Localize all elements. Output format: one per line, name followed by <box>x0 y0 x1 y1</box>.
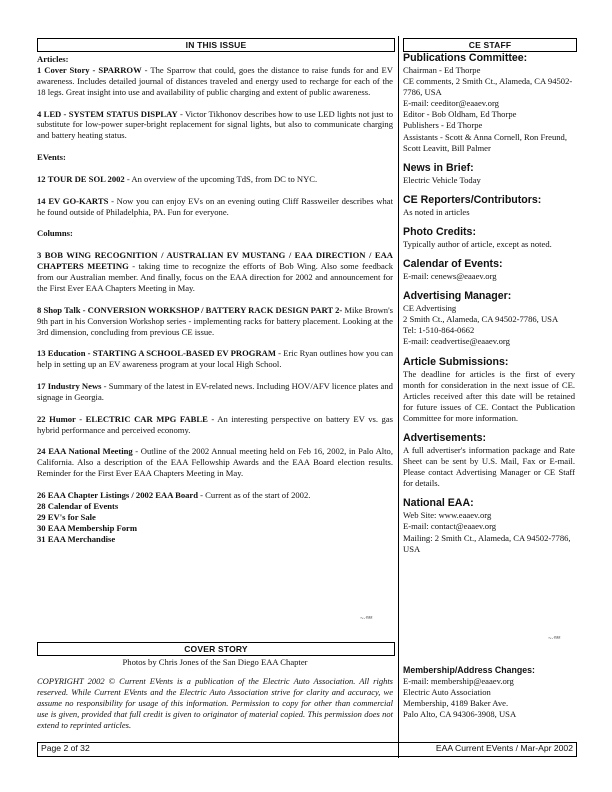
contents-item <box>37 174 393 185</box>
staff-line: Publishers - Ed Thorpe <box>403 120 483 131</box>
staff-section <box>403 497 575 554</box>
item-page-number: 8 <box>37 304 42 315</box>
contents-item <box>37 109 393 142</box>
events-label: EVents: <box>37 152 66 163</box>
item-description: - Summary of the latest in EV-related news. Including HOV/AFV licence plates and signage in Georgia. <box>37 381 393 402</box>
item-page-number: 24 <box>37 446 46 457</box>
contents-item <box>37 446 393 479</box>
item-title: BOB WING RECOGNITION / AUSTRALIAN EV MUSTANG / EAA DIRECTION / EAA CHAPTERS MEETING <box>37 250 393 272</box>
staff-section <box>403 432 575 489</box>
membership-email[interactable]: E-mail: membership@eaaev.org <box>403 676 514 686</box>
item-title: LED - SYSTEM STATUS DISPLAY <box>43 108 178 119</box>
item-page-number: 31 <box>37 533 46 544</box>
eaa-mini-logo-icon: ~·ᵉᵃᵃ <box>360 616 373 622</box>
item-title: Industry News <box>47 381 102 392</box>
item-title: Education - STARTING A SCHOOL-BASED EV PROGRAM <box>47 348 276 359</box>
contents-item <box>37 512 393 523</box>
membership-line: Membership, 4189 Baker Ave. <box>403 698 509 709</box>
contact-link[interactable]: Web Site: www.eaaev.org <box>403 510 492 521</box>
contact-link[interactable]: E-mail: contact@eaaev.org <box>403 521 497 532</box>
contents-item <box>37 250 393 294</box>
item-page-number: 17 <box>37 381 46 392</box>
staff-section <box>403 258 575 282</box>
staff-section <box>403 52 575 154</box>
item-description: Mike Brown's 9th part in his Conversion Workshop series - implementing racks for battery placement. Looking at the 3rd dimension, concluding from previous CE issue. <box>37 304 393 337</box>
staff-line: As noted in articles <box>403 206 470 217</box>
staff-line: Typically author of article, except as noted. <box>403 238 552 249</box>
item-title: Calendar of Events <box>47 500 119 511</box>
staff-section-title: Photo Credits: <box>403 225 476 238</box>
item-title: EAA Merchandise <box>47 533 116 544</box>
staff-section <box>403 162 575 186</box>
item-title: Cover Story - SPARROW <box>44 64 142 75</box>
item-page-number: 1 <box>37 64 42 75</box>
staff-line: Chairman - Ed Thorpe <box>403 65 481 75</box>
item-page-number: 4 <box>37 108 42 119</box>
contents-item <box>37 534 393 545</box>
staff-section-title: Advertisements: <box>403 431 487 444</box>
item-page-number: 22 <box>37 413 46 424</box>
item-description: - Eric Ryan outlines how you can help in setting up an EV awareness program at your local High School. <box>37 348 393 370</box>
contents-item <box>37 65 393 98</box>
contents-item <box>37 490 393 501</box>
membership-box <box>403 664 575 720</box>
staff-section-title: Calendar of Events: <box>403 258 503 271</box>
staff-line: Tel: 1-510-864-0662 <box>403 325 475 336</box>
staff-section-title: Article Submissions: <box>403 355 509 368</box>
in-this-issue-header: IN THIS ISSUE <box>37 38 395 52</box>
item-title: Humor - ELECTRIC CAR MPG FABLE <box>49 413 208 424</box>
item-title: EAA National Meeting <box>48 446 133 457</box>
staff-line: Assistants - Scott & Anna Cornell, Ron Freund, Scott Leavitt, Bill Palmer <box>403 131 567 153</box>
membership-line: Electric Auto Association <box>403 687 491 698</box>
staff-section-title: National EAA: <box>403 497 474 510</box>
item-description: - Current as of the start of 2002. <box>198 490 311 501</box>
contents-item <box>37 196 393 218</box>
columns-label: Columns: <box>37 228 73 239</box>
membership-title: Membership/Address Changes: <box>403 665 535 675</box>
contact-link[interactable]: E-mail: ceadvertise@eaaev.org <box>403 336 510 347</box>
item-page-number: 13 <box>37 348 46 359</box>
item-page-number: 29 <box>37 511 46 522</box>
column-divider <box>398 36 399 758</box>
item-page-number: 30 <box>37 522 46 533</box>
item-description: - An interesting perspective on battery EV vs. gas hybrid performance and perceived economy. <box>37 413 393 435</box>
item-description: - Victor Tikhonov describes how to use LED lights not just to substitute for low-power super-bright replacement for signal lights, but also to communicate charging and battery heating status. <box>37 108 394 141</box>
staff-line: CE Advertising <box>403 303 457 314</box>
contents-item <box>37 501 393 512</box>
staff-section-title: Advertising Manager: <box>403 290 512 303</box>
contact-link[interactable]: E-mail: cenews@eaaev.org <box>403 271 497 282</box>
item-description: - Outline of the 2002 Annual meeting held on Feb 16, 2002, in Palo Alto, California. Also a description of the EAA Fellowship Awards and the EAA Board election results. Reminder for the First Ever EAA Chapters Meeting in May. <box>37 446 393 479</box>
staff-line: A full advertiser's information package and Rate Sheet can be sent by U.S. Mail, Fax or E-mail. Please contact Advertising Manager or CE Staff for details. <box>403 444 575 489</box>
staff-line: Electric Vehicle Today <box>403 174 481 185</box>
item-title: Shop Talk - CONVERSION WORKSHOP / BATTERY RACK DESIGN PART 2- <box>43 304 343 315</box>
staff-section-title: CE Reporters/Contributors: <box>403 193 542 206</box>
contents-item <box>37 305 393 338</box>
item-title: TOUR DE SOL 2002 <box>47 173 125 184</box>
item-description: - An overview of the upcoming TdS, from DC to NYC. <box>124 173 318 184</box>
contents-item <box>37 414 393 436</box>
item-title: EAA Membership Form <box>47 522 138 533</box>
item-page-number: 26 <box>37 490 46 501</box>
contents-item <box>37 381 393 403</box>
contents-item <box>37 523 393 534</box>
articles-label: Articles: <box>37 54 69 64</box>
membership-line: Palo Alto, CA 94306-3908, USA <box>403 709 517 720</box>
ce-staff-header: CE STAFF <box>403 38 577 52</box>
staff-section-title: Publications Committee: <box>403 52 528 64</box>
staff-column <box>403 52 575 563</box>
cover-credit: Photos by Chris Jones of the San Diego EAA Chapter <box>122 657 308 667</box>
staff-section-title: News in Brief: <box>403 161 474 174</box>
staff-line: Editor - Bob Oldham, Ed Thorpe <box>403 109 517 120</box>
issue-contents <box>37 54 393 545</box>
item-title: EAA Chapter Listings / 2002 EAA Board <box>47 490 199 501</box>
staff-line: Mailing: 2 Smith Ct., Alameda, CA 94502-7786, USA <box>403 532 571 554</box>
staff-section <box>403 356 575 424</box>
staff-section <box>403 226 575 250</box>
item-page-number: 14 <box>37 195 46 206</box>
item-page-number: 28 <box>37 500 46 511</box>
item-description: - Now you can enjoy EVs on an evening outing Cliff Rassweiler describes what he found outside of Philadelphia, PA. Fun for everyone. <box>37 195 393 217</box>
staff-section <box>403 194 575 218</box>
cover-story-header: COVER STORY <box>37 642 395 656</box>
item-page-number: 12 <box>37 173 46 184</box>
item-title: EV GO-KARTS <box>48 195 109 206</box>
staff-line: CE comments, 2 Smith Ct., Alameda, CA 94502-7786, USA <box>403 76 573 98</box>
publication-info: EAA Current EVents / Mar-Apr 2002 <box>435 743 573 753</box>
staff-section <box>403 290 575 347</box>
item-page-number: 3 <box>37 250 42 261</box>
copyright-notice: COPYRIGHT 2002 © Current EVents is a publication of the Electric Auto Association. All rights reserved. While Current EVents and the Electric Auto Association strive for clarity and accuracy, we assume no responsibility for usage of this information. Permission to copy for other than commercial use is given, provided that full credit is given to originator of material copied. This permission does not extend to reprinted articles. <box>37 676 393 730</box>
page-number: Page 2 of 32 <box>41 743 90 753</box>
item-description: - The Sparrow that could, goes the distance to raise funds for and EV awareness. Includes detailed journal of distances traveled and energy used to recharge for each of the 18 legs. Great insight into use and availability of public charging and extent of public awareness. <box>37 64 394 97</box>
contact-link[interactable]: E-mail: ceeditor@eaaev.org <box>403 98 499 109</box>
item-description: - taking time to recognize the efforts of Bob Wing. Also some feedback from our Australian member. And finally, focus on the EAA direction for 2002 and announcement for the First Ever EAA Chapters Meeting in May. <box>37 261 393 293</box>
eaa-mini-logo-icon-right: ~·ᵉᵃᵃ <box>548 636 561 642</box>
contents-item <box>37 348 393 370</box>
item-title: EV's for Sale <box>47 511 96 522</box>
staff-line: The deadline for articles is the first of every month for consideration in the next issue of CE. Articles received after this date will be retained for future issues of CE. Contact the Publication Committee for more information. <box>403 368 575 423</box>
staff-line: 2 Smith Ct., Alameda, CA 94502-7786, USA <box>403 314 559 325</box>
